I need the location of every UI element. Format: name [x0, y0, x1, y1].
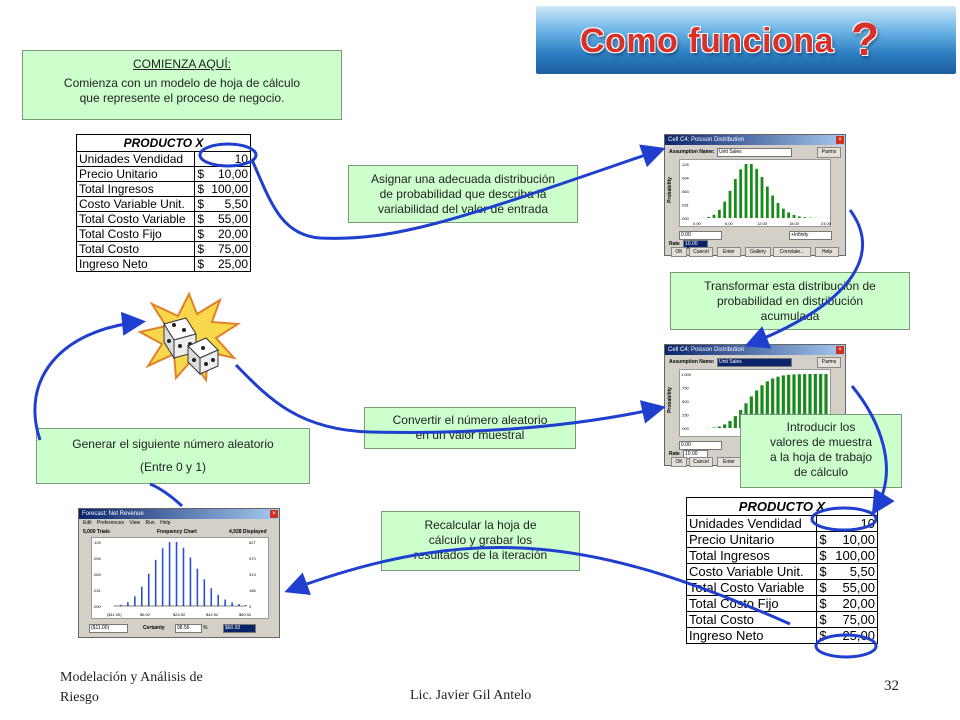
enter-button[interactable]: Enter	[717, 247, 741, 257]
footer-course: Modelación y Análisis de Riesgo	[60, 670, 203, 705]
recalculate-note: Recalcular la hoja de cálculo y grabar los resultados de la iteración	[381, 511, 580, 571]
table-row: Precio Unitario $ 10,00	[77, 167, 251, 182]
probability-bar	[803, 217, 806, 218]
y-tick-label: .125	[681, 162, 689, 167]
probability-bar	[761, 177, 764, 218]
y-tick-label: .094	[93, 556, 101, 561]
probability-chart-svg	[680, 160, 830, 226]
y-tick-label: 1.000	[681, 372, 692, 377]
probability-bar	[782, 209, 785, 218]
assumption-name-input[interactable]: Unit Sales	[717, 148, 792, 157]
footer-author: Lic. Javier Gil Antelo	[410, 688, 532, 703]
y-tick-label: .750	[681, 385, 689, 391]
y-tick-label: .000	[93, 604, 101, 609]
convert-random-note: Convertir el número aleatorio en un valor muestral	[364, 407, 576, 449]
enter-button[interactable]: Enter	[717, 457, 741, 467]
params-button[interactable]: Parms	[817, 147, 841, 158]
x-tick-label: 6.00	[725, 221, 733, 226]
probability-bar	[777, 203, 780, 218]
forecast-menu	[83, 520, 170, 526]
x-tick-label: $24.92	[173, 612, 186, 617]
gallery-button[interactable]: Gallery	[745, 247, 771, 257]
y-tick-label: .094	[681, 175, 689, 181]
probability-chart	[679, 159, 831, 227]
probability-bar	[707, 217, 710, 218]
y-tick-label-right: 470	[249, 556, 256, 561]
x-tick-label: $60.92	[239, 612, 252, 617]
menu-help[interactable]: Help	[160, 520, 171, 526]
y-tick-label-right: 0	[249, 604, 252, 609]
dialog-title: Cell C4: Poisson Distribution	[665, 135, 845, 145]
close-icon[interactable]: ×	[270, 510, 278, 518]
frequency-chart-svg	[92, 538, 268, 618]
cumulative-bar	[734, 416, 737, 428]
menu-run[interactable]: Run	[145, 520, 155, 526]
table-row: Total Ingresos $ 100,00	[77, 182, 251, 197]
close-icon[interactable]: ×	[836, 136, 844, 144]
probability-bar	[787, 212, 790, 218]
cancel-button[interactable]: Cancel	[689, 457, 713, 467]
table-row: Unidades Vendidad 10	[687, 516, 878, 532]
y-tick-label-right: 156	[249, 588, 256, 593]
ok-button[interactable]: OK	[671, 457, 687, 467]
y-tick-label-right: 627	[249, 540, 256, 545]
y-tick-label: .000	[681, 426, 689, 431]
x-tick-label: 12.00	[757, 221, 768, 226]
table-row: Costo Variable Unit. $ 5,50	[77, 197, 251, 212]
menu-preferences[interactable]: Preferences	[97, 520, 124, 526]
probability-bar	[713, 215, 716, 218]
probability-bar	[750, 164, 753, 218]
table-row: Ingreso Neto $ 25,00	[687, 628, 878, 644]
y-tick-label-right: 313	[249, 572, 256, 577]
spreadsheet-bottom	[686, 497, 878, 644]
close-icon[interactable]: ×	[836, 346, 844, 354]
probability-bar	[739, 169, 742, 218]
table-row: Total Costo Variable $ 55,00	[687, 580, 878, 596]
rate-input[interactable]: 10.00	[683, 240, 708, 249]
cancel-button[interactable]: Cancel	[689, 247, 713, 257]
forecast-title: Forecast: Net Revenue	[79, 509, 279, 519]
generate-random-note: Generar el siguiente número aleatorio (Entre 0 y 1)	[36, 428, 310, 484]
spreadsheet-bottom-header: PRODUCTO X	[687, 498, 878, 516]
cumulative-bar	[712, 427, 715, 428]
forecast-window: Forecast: Net Revenue × Edit Preferences View Run Help 5,000 Trials Frequency Chart 4,928 Displayed .125 .094 .063 .031 .000 627 470 313 156 0 ($11.00) $6.92 $24.92 $42.92 $60.92 ($11.00) Certainty 98.56 % $60.92	[78, 508, 280, 638]
menu-edit[interactable]: Edit	[83, 520, 92, 526]
table-row: Precio Unitario $ 10,00	[687, 532, 878, 548]
x-tick-label: 18.00	[789, 221, 800, 226]
y-tick-label: .031	[681, 202, 689, 208]
start-heading: COMIENZA AQUÍ:	[132, 57, 231, 71]
x-tick-label: 0.00	[693, 221, 701, 226]
page-number: 32	[884, 678, 899, 694]
x-tick-label: $6.92	[140, 612, 151, 617]
table-row: Unidades Vendidad 10	[77, 152, 251, 167]
cumulative-bar	[728, 421, 731, 428]
y-tick-label: .063	[93, 572, 101, 577]
frequency-chart	[91, 537, 269, 619]
start-text-2: que represente el proceso de negocio.	[79, 91, 285, 105]
spreadsheet-top-header: PRODUCTO X	[77, 135, 251, 152]
right-certainty-input[interactable]: $60.92	[223, 624, 256, 633]
help-button[interactable]: Help	[815, 247, 839, 257]
correlate-button[interactable]: Correlate...	[773, 247, 811, 257]
banner-question-mark: ?	[851, 13, 880, 65]
transform-distribution-note: Transformar esta distribución de probabilidad en distribución acumulada	[670, 272, 910, 330]
dice-explosion-illustration	[140, 294, 238, 380]
certainty-input[interactable]: 98.56	[175, 624, 202, 633]
y-tick-label: .125	[93, 540, 101, 545]
probability-bar	[793, 215, 796, 218]
poisson-distribution-dialog: Cell C4: Poisson Distribution × Assumption Name: Unit Sales Parms .125 .094 .063 .031 .000 0.00 6.00 12.00 18.00 24.00 Probability 0.00 +Infinity Rate 10.00 OK Cancel Enter Gallery Correlate... Help	[664, 134, 846, 256]
probability-bar	[718, 210, 721, 218]
table-row: Total Costo Fijo $ 20,00	[77, 227, 251, 242]
probability-bar	[798, 216, 801, 218]
x-tick-label: 24.00	[821, 221, 832, 226]
y-tick-label: .000	[681, 216, 689, 221]
spreadsheet-top	[76, 134, 251, 272]
probability-bar	[755, 169, 758, 218]
assumption-name-input[interactable]: Unit Sales	[717, 358, 792, 367]
introduce-values-note: Introducir los valores de muestra a la hoja de trabajo de cálculo	[740, 414, 902, 488]
y-tick-label: .031	[93, 588, 101, 593]
dialog-title: Cell C4: Poisson Distribution	[665, 345, 845, 355]
cumulative-bar	[723, 424, 726, 428]
menu-view[interactable]: View	[129, 520, 141, 526]
assign-distribution-note: Asignar una adecuada distribución de probabilidad que describa la variabilidad del valor de entrada	[348, 165, 578, 223]
probability-bar	[734, 179, 737, 218]
table-row: Total Costo $ 75,00	[687, 612, 878, 628]
table-row: Costo Variable Unit. $ 5,50	[687, 564, 878, 580]
rate-input[interactable]: 10.00	[683, 450, 708, 459]
table-row: Ingreso Neto $ 25,00	[77, 257, 251, 272]
ok-button[interactable]: OK	[671, 247, 687, 257]
y-tick-label: .250	[681, 412, 689, 418]
params-button[interactable]: Parms	[817, 357, 841, 368]
left-certainty-input[interactable]: ($11.00)	[89, 624, 128, 633]
y-tick-label: .500	[681, 399, 689, 404]
probability-bar	[723, 202, 726, 218]
x-tick-label: $42.92	[206, 612, 219, 617]
table-row: Total Costo Variable $ 55,00	[77, 212, 251, 227]
y-tick-label: .063	[681, 189, 689, 194]
probability-bar	[745, 164, 748, 218]
arrow-forecast-to-generate	[150, 484, 182, 506]
cumulative-distribution-dialog: Cell C4: Poisson Distribution × Assumption Name: Unit Sales Parms 1.000 .750 .500 .250 .000 Probability 0.00 Rate 10.00 OK Cancel Enter	[664, 344, 846, 466]
probability-bar	[771, 196, 774, 218]
banner-title: Como funciona	[580, 22, 834, 60]
probability-bar	[766, 187, 769, 218]
table-row: Total Costo Fijo $ 20,00	[687, 596, 878, 612]
title-banner	[536, 6, 956, 74]
table-row: Total Ingresos $ 100,00	[687, 548, 878, 564]
left-bound-input[interactable]: 0.00	[679, 441, 722, 450]
x-tick-label: ($11.00)	[107, 612, 122, 617]
arrow-generate-to-dice	[35, 322, 140, 440]
start-text-1: Comienza con un modelo de hoja de cálculo	[63, 76, 301, 90]
table-row: Total Costo $ 75,00	[77, 242, 251, 257]
cumulative-bar	[718, 426, 721, 428]
start-note	[22, 50, 342, 120]
probability-bar	[729, 191, 732, 218]
right-bound-input[interactable]: +Infinity	[789, 231, 832, 240]
left-bound-input[interactable]: 0.00	[679, 231, 722, 240]
